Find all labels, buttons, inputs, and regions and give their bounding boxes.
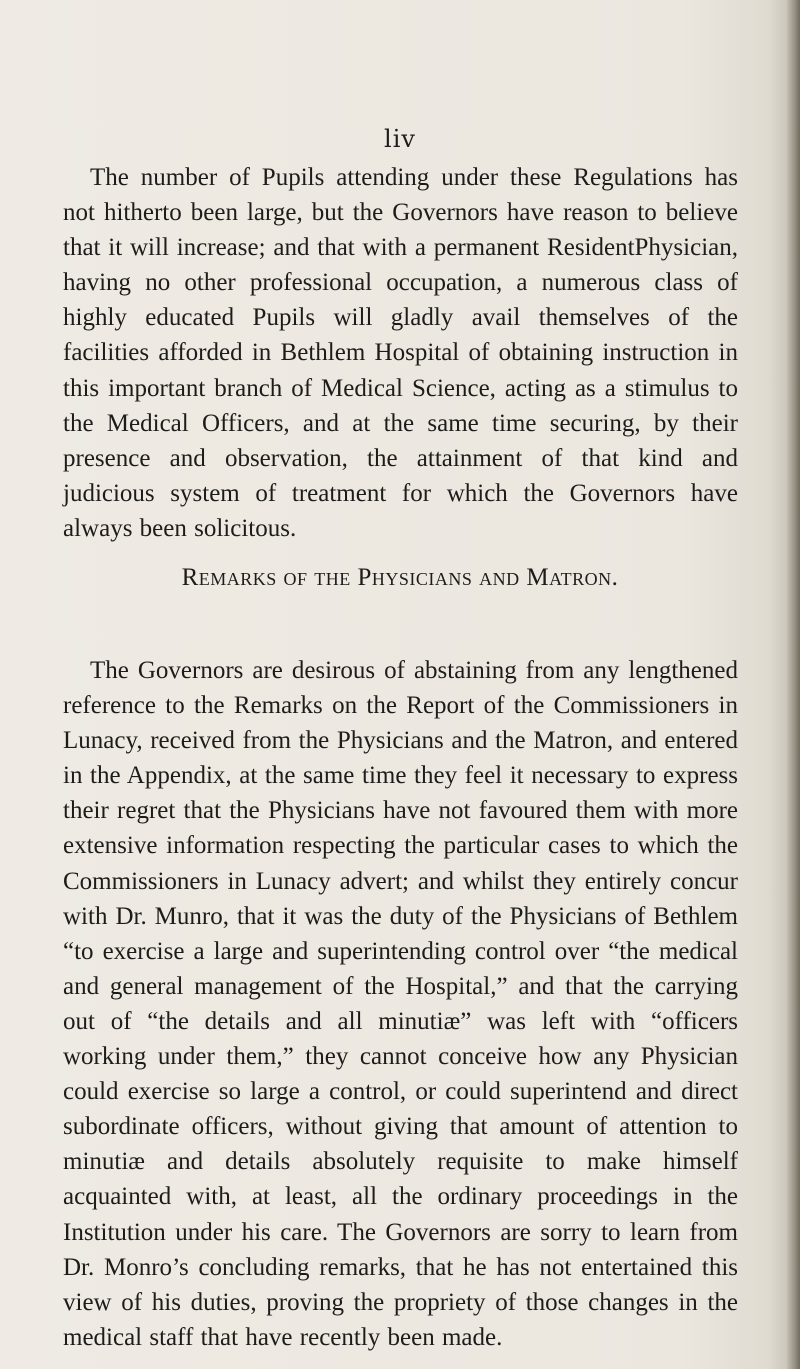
page-number: liv xyxy=(384,125,416,153)
paragraph-governors: The Governors are desirous of abstaining from any lengthened reference to the Remarks on the Report of the Commissioners in Lunacy, received from the Physicians and the Matron, and entered in the Appendix, at the same time they feel it necessary to express their regret that the Physicians have not favoured them with more extensive information respecting the particular cases to which the Commissioners in Lunacy advert; and whilst they entirely concur with Dr. Munro, that it was the duty of the Physicians of Bethlem “to exercise a large and superintending control over “the medical and general management of the Hospital,” and that the carrying out of “the details and all minutiæ” was left with “officers working under them,” they cannot conceive how any Physician could exercise so large a control, or could superintend and direct subordinate officers, without giving that amount of attention to minutiæ and details absolutely requisite to make himself acquainted with, at least, all the ordinary proceedings in the Institution under his care. The Governors are sorry to learn from Dr. Monro’s concluding remarks, that he has not entertained this view of his duties, proving the propriety of those changes in the medical staff that have recently been made. xyxy=(63,657,738,1351)
section-heading: Remarks of the Physicians and Matron. xyxy=(181,564,619,591)
page-edge-shadow xyxy=(786,0,800,1369)
paragraph-pupils: The number of Pupils attending under these Regulations has not hitherto been large, but the Governors have reason to believe that it will increase; and that with a permanent ResidentPhysician, having no other professional occupation, a numerous class of highly educated Pupils will gladly avail themselves of the facilities afforded in Bethlem Hospital of obtaining instruction in this important branch of Medical Science, acting as a stimulus to the Medical Officers, and at the same time securing, by their presence and observation, the attainment of that kind and judicious system of treatment for which the Governors have always been solicitous. xyxy=(63,164,738,542)
